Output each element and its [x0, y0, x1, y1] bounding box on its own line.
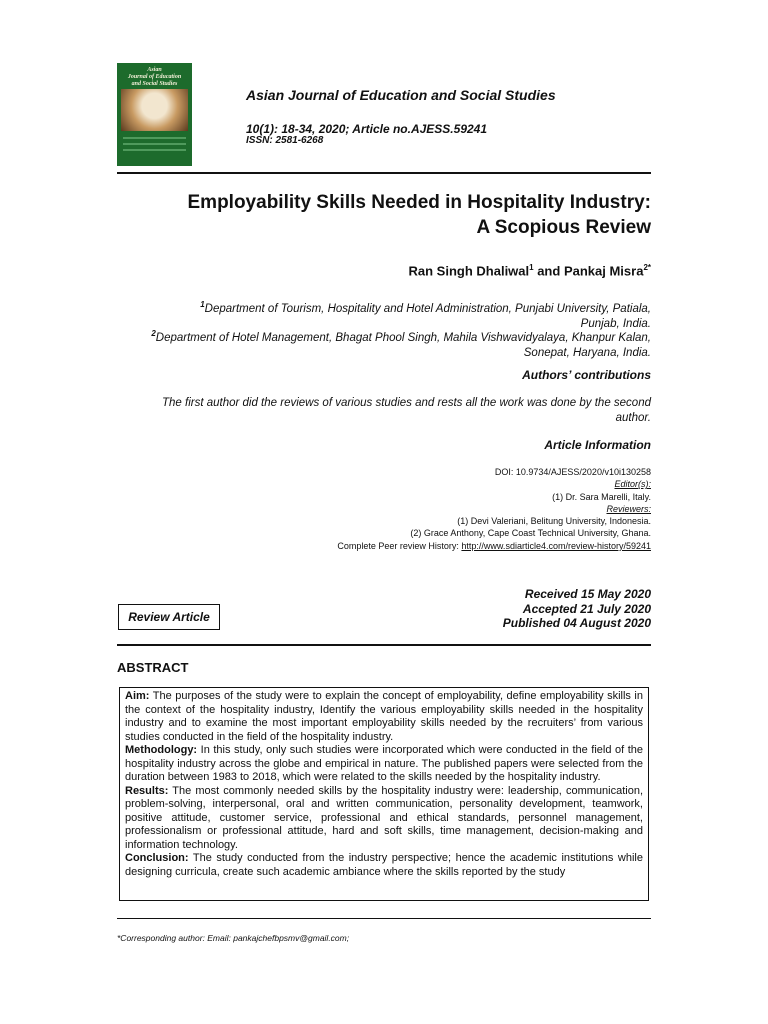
- corresponding-author-footnote: *Corresponding author: Email: pankajchefbpsmv@gmail.com;: [117, 933, 350, 943]
- dates-divider: [117, 644, 651, 646]
- header-divider: [117, 172, 651, 174]
- journal-name: Asian Journal of Education and Social Studies: [246, 87, 556, 103]
- author-affiliation-mark: 2*: [643, 263, 651, 272]
- author-name: Pankaj Misra: [563, 263, 644, 279]
- cover-book-illustration: [121, 89, 188, 131]
- abstract-heading: ABSTRACT: [117, 660, 189, 675]
- reviewers-label: Reviewers:: [606, 503, 651, 514]
- affiliation: $^1$Department of Tourism, Hospitality and Hotel Administration, Punjabi University, Patiala, Punjab, India.: [200, 300, 651, 330]
- reviewer-item: (1) Devi Valeriani, Belitung University, Indonesia.: [457, 516, 651, 527]
- cover-text-lines: [123, 137, 186, 155]
- abstract-conclusion: Conclusion: The study conducted from the industry perspective; hence the academic institutions while designing curricula, create such academic ambiance where the skills reported by the study: [125, 852, 643, 878]
- volume-info: 10(1): 18-34, 2020; Article no.AJESS.59241: [246, 122, 488, 136]
- cover-title: Asian Journal of Education and Social Studies: [127, 67, 182, 87]
- article-info-heading: Article Information: [544, 438, 651, 452]
- author-affiliation-mark: 1: [529, 263, 534, 272]
- abstract-box: [119, 687, 649, 901]
- abstract-results: Results: The most commonly needed skills by the hospitality industry were: leadership, communication, problem-solving, interpersonal, oral and written communication, personality development, teamwork, positive attitude, customer service, professional and ethical standards, personnel management, professionalism or professional attitude, hard and soft skills, time management, decision-making and information technology.: [125, 784, 643, 851]
- review-history-label: Complete Peer review History:: [337, 540, 462, 551]
- abstract-aim: Aim: The purposes of the study were to explain the concept of employability, define employability skills in the context of the hospitality industry, Identify the various employability skills needed in the hospitality industry and to examine the most important employability skills needed by the recruiters’ from various studies conducted in the field of the hospitality industry.: [125, 690, 643, 743]
- publication-dates: [503, 587, 651, 631]
- contributions-heading: Authors’ contributions: [522, 368, 651, 382]
- published-date: Published 04 August 2020: [502, 616, 651, 630]
- journal-cover-image: [117, 63, 192, 166]
- received-date: Received 15 May 2020: [524, 587, 651, 601]
- article-type-badge: Review Article: [118, 604, 220, 630]
- editors-label: Editor(s):: [614, 479, 651, 490]
- review-history-link[interactable]: http://www.sdiarticle4.com/review-history/59241: [461, 540, 651, 551]
- abstract-methodology: Methodology: In this study, only such studies were incorporated which were conducted in the field of the hospitality industry across the globe and empirical in nature. The published papers were selected from the duration between 1983 to 2018, which were related to the skills needed by the hospitality industry.: [125, 744, 643, 783]
- author-name: Ran Singh Dhaliwal: [408, 263, 530, 279]
- affiliation: $^2$Department of Hotel Management, Bhagat Phool Singh, Mahila Vishwavidyalaya, Khanpur Kalan, Sonepat, Haryana, India.: [151, 329, 651, 359]
- article-info: [117, 466, 651, 552]
- reviewer-item: (2) Grace Anthony, Cape Coast Technical University, Ghana.: [410, 528, 651, 539]
- doi: DOI: 10.9734/AJESS/2020/v10i130258: [494, 467, 651, 477]
- author-list: [409, 263, 651, 278]
- footnote-divider: [117, 918, 651, 919]
- editor-item: (1) Dr. Sara Marelli, Italy.: [552, 491, 651, 502]
- contributions-text: The first author did the reviews of various studies and rests all the work was done by the second author.: [161, 397, 651, 424]
- issn: ISSN: 2581-6268: [246, 135, 324, 146]
- paper-title: Employability Skills Needed in Hospitality Industry: A Scopious Review: [187, 192, 651, 238]
- author-conjunction: and: [533, 263, 564, 279]
- accepted-date: Accepted 21 July 2020: [522, 601, 651, 616]
